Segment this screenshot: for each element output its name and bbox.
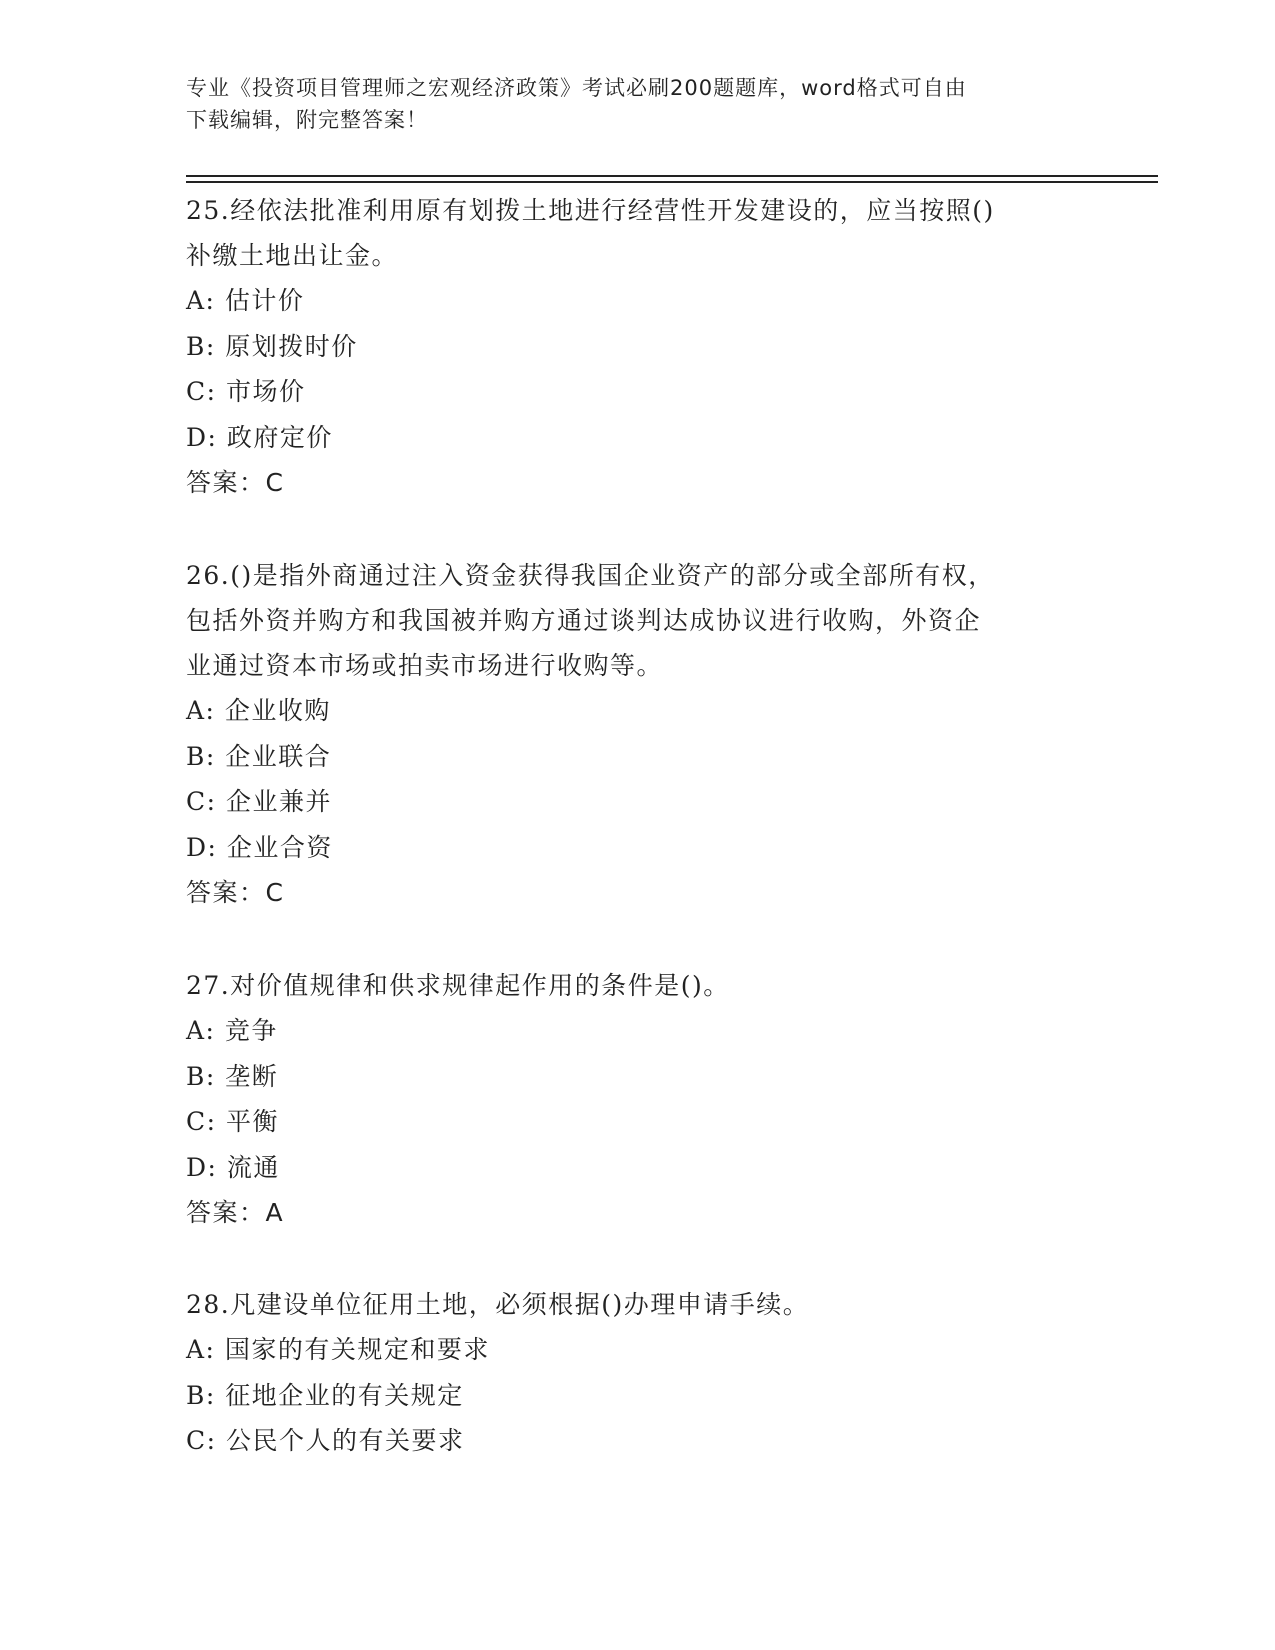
- option-b: B: 企业联合: [186, 741, 332, 771]
- stem-line: 补缴土地出让金。: [186, 241, 399, 270]
- stem-line: 包括外资并购方和我国被并购方通过谈判达成协议进行收购，外资企: [186, 606, 982, 635]
- header-line: 专业《投资项目管理师之宏观经济政策》考试必刷200题题库，word格式可自由: [186, 76, 967, 100]
- option-c: C: 市场价: [186, 377, 306, 406]
- header-line: 下载编辑，附完整答案！: [186, 108, 428, 132]
- stem-line: 27.对价值规律和供求规律起作用的条件是()。: [186, 971, 730, 1000]
- stem-line: 26.()是指外商通过注入资金获得我国企业资产的部分或全部所有权，: [186, 561, 995, 590]
- question-26: [186, 553, 1086, 916]
- option-a: A: 国家的有关规定和要求: [186, 1335, 490, 1364]
- option-b: B: 原划拨时价: [186, 331, 358, 361]
- stem-line: 业通过资本市场或拍卖市场进行收购等。: [186, 651, 664, 680]
- option-a: A: 估计价: [186, 286, 305, 315]
- stem-line: 28.凡建设单位征用土地，必须根据()办理申请手续。: [186, 1290, 810, 1319]
- option-d: D: 企业合资: [186, 832, 333, 862]
- question-stem: [186, 553, 1086, 688]
- answer: 答案：C: [186, 878, 285, 907]
- option-a: A: 竞争: [186, 1016, 278, 1045]
- question-28: [186, 1282, 1086, 1464]
- option-c: C: 公民个人的有关要求: [186, 1426, 465, 1455]
- question-stem: [186, 963, 1086, 1008]
- option-c: C: 企业兼并: [186, 787, 332, 816]
- option-a: A: 企业收购: [186, 696, 331, 725]
- answer: 答案：C: [186, 468, 285, 497]
- option-b: B: 垄断: [186, 1061, 279, 1091]
- question-27: [186, 963, 1086, 1236]
- header-divider: [186, 181, 1158, 183]
- option-b: B: 征地企业的有关规定: [186, 1380, 464, 1410]
- answer: 答案：A: [186, 1198, 285, 1227]
- question-25: [186, 188, 1086, 506]
- option-c: C: 平衡: [186, 1107, 279, 1136]
- question-stem: [186, 188, 1086, 278]
- stem-line: 25.经依法批准利用原有划拨土地进行经营性开发建设的，应当按照(): [186, 196, 995, 225]
- document-header: [186, 72, 1086, 136]
- header-divider: [186, 175, 1158, 177]
- option-d: D: 流通: [186, 1152, 280, 1182]
- question-stem: [186, 1282, 1086, 1327]
- option-d: D: 政府定价: [186, 422, 333, 452]
